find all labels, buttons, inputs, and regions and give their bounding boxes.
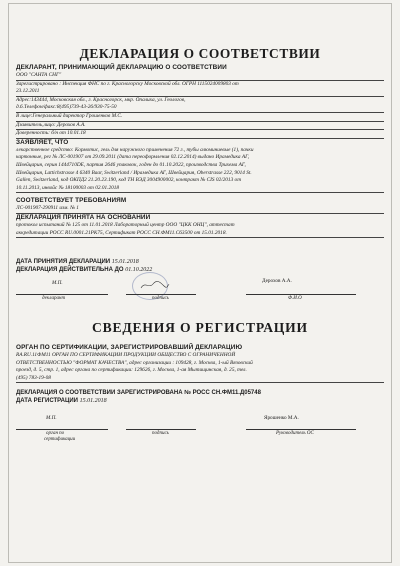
head-name: Ярошенко М.А.	[264, 415, 299, 422]
basis-line: аккредитации РОСС RU.0001.21РК75, Сертификат РОСС СН.ФМ11.С63500 от 15.01.2018.	[16, 230, 384, 239]
signature-line	[126, 429, 196, 430]
applicant-header: ДЕКЛАРАНТ, ПРИНИМАЮЩИЙ ДЕКЛАРАЦИЮ О СООТВЕТСТВИИ	[16, 64, 227, 71]
declares-line: 10.11.2013, инвойс № 18100003 от 02.01.2018	[16, 185, 384, 194]
reg-date-row	[16, 397, 384, 405]
caption-declarant: декларант	[42, 296, 66, 302]
organ-header: ОРГАН ПО СЕРТИФИКАЦИИ, ЗАРЕГИСТРИРОВАВШИЙ ДЕКЛАРАЦИЮ	[16, 344, 243, 352]
applicant-line: ООО "САНТА СНГ"	[16, 72, 384, 81]
declares-line: картонные, рег № ЛС-001907 от 29.09.2011 (дата переоформления 02.12.2014) выдано Ирамедика АГ,	[16, 154, 250, 161]
requirements-line: ЛС-001907-290911 изм. № 1	[16, 205, 384, 214]
organ-signature-row	[16, 405, 384, 445]
declares-block	[16, 147, 384, 194]
declares-header: ЗАЯВЛЯЕТ, ЧТО	[16, 138, 69, 146]
declares-line: лекарственное средство: Кормотис, гель для наружного применения 72 г., тубы алюминиевые (1), пачки	[16, 146, 254, 153]
signer-name: Дерохов А.А.	[262, 278, 292, 285]
valid-until-label: ДЕКЛАРАЦИЯ ДЕЙСТВИТЕЛЬНА ДО	[16, 267, 124, 274]
date-accepted-row	[16, 258, 384, 266]
applicant-block	[16, 72, 384, 139]
caption-signature: подпись	[152, 431, 169, 437]
caption-organ: орган по	[46, 431, 65, 437]
declarant-line	[16, 294, 108, 295]
declares-line: Швейцария, серия 1444710DE, партия 2646 упаковок, годен до 01.10.2022, производства Трихема АГ,	[16, 161, 246, 168]
signature-line	[126, 294, 196, 295]
registered-label: ДЕКЛАРАЦИЯ О СООТВЕТСТВИИ ЗАРЕГИСТРИРОВАНА	[16, 390, 183, 397]
basis-header: ДЕКЛАРАЦИЯ ПРИНЯТА НА ОСНОВАНИИ	[16, 213, 151, 221]
organ-line: (495) 783-19-08	[16, 375, 384, 384]
stamp-label: М.П.	[46, 415, 57, 422]
caption-head: Руководитель ОС	[276, 431, 314, 437]
organ-line: ОТВЕТСТВЕННОСТЬЮ "ФОРМАТ КАЧЕСТВА", адрес организации : 109428, г. Москва, 1-ый Вязовский	[16, 359, 253, 366]
caption-fio: Ф.И.О	[288, 296, 302, 302]
caption-organ-2: сертификации	[44, 437, 76, 443]
organ-line: проезд, д. 5, стр. 1, адрес органа по сертификации: 129626, г. Москва, 1-ая Мытищинская, д. 25, тел.	[16, 367, 247, 374]
applicant-line: Доверенность: б/н от 10.01.18	[16, 130, 384, 139]
declaration-title: ДЕКЛАРАЦИЯ О СООТВЕТСТВИИ	[79, 46, 321, 61]
declares-line: Gallen, Switzerland, код ОКПД2 21.20.23.190, код ТН ВЭД 3004900002, контракт № CIS 02/2013 от	[16, 177, 242, 184]
applicant-line: Адрес:143444, Московская обл., г. Красногорск, мкр. Опалиха, ул. Геологов,	[16, 96, 186, 103]
applicant-line: д.6.Телефон/факс:8(495)739-43-26/930-75-50	[16, 104, 384, 113]
organ-line: RA.RU.11ФМ11 ОРГАН ПО СЕРТИФИКАЦИИ ПРОДУКЦИИ ОБЩЕСТВО С ОГРАНИЧЕННОЙ	[16, 352, 236, 359]
date-accepted-label: ДАТА ПРИНЯТИЯ ДЕКЛАРАЦИИ	[16, 259, 111, 266]
declarant-signature-row	[16, 274, 384, 304]
stamp-label: М.П.	[52, 280, 63, 287]
reg-date-label: ДАТА РЕГИСТРАЦИИ	[16, 398, 78, 405]
registered-number: № РОСС СН.ФМ11.Д05748	[184, 390, 261, 397]
applicant-line: Дзаявитель,лицо: Дерохов А.А.	[16, 122, 384, 131]
fio-line	[246, 294, 356, 295]
registration-title: СВЕДЕНИЯ О РЕГИСТРАЦИИ	[92, 320, 308, 336]
basis-line: протокол испытаний № 125 от 11.01.2018 Лабораторный центр ООО "ЦКК ОНЦ", аттестат	[16, 221, 235, 228]
caption-signature: подпись	[152, 296, 169, 302]
reg-date-value: 15.01.2018	[79, 398, 107, 405]
applicant-line: 23.12.2011	[16, 88, 384, 97]
applicant-line: Зарегистрировано : Инспекция ФНС по г. Красногорску Московской обл. ОГРН 1115024009803 от	[16, 80, 239, 87]
applicant-line: В лице:Генеральный директор Грошенков М.С.	[16, 113, 384, 122]
registered-row	[16, 389, 384, 397]
declares-line: Швейцария, Lattichstrasse 4 6340 Baar, Switzerland / Ирамедика АГ, Швейцария, Oberstrasse 222, 9014 St.	[16, 169, 252, 176]
head-line	[246, 429, 356, 430]
organ-line-sig	[16, 429, 108, 430]
signature-icon	[140, 280, 170, 290]
valid-until-row	[16, 266, 384, 274]
date-accepted-value: 15.01.2018	[111, 259, 139, 266]
requirements-header: СООТВЕТСТВУЕТ ТРЕБОВАНИЯМ	[16, 197, 127, 205]
organ-block	[16, 352, 384, 383]
valid-until-value: 01.10.2022	[125, 267, 153, 274]
